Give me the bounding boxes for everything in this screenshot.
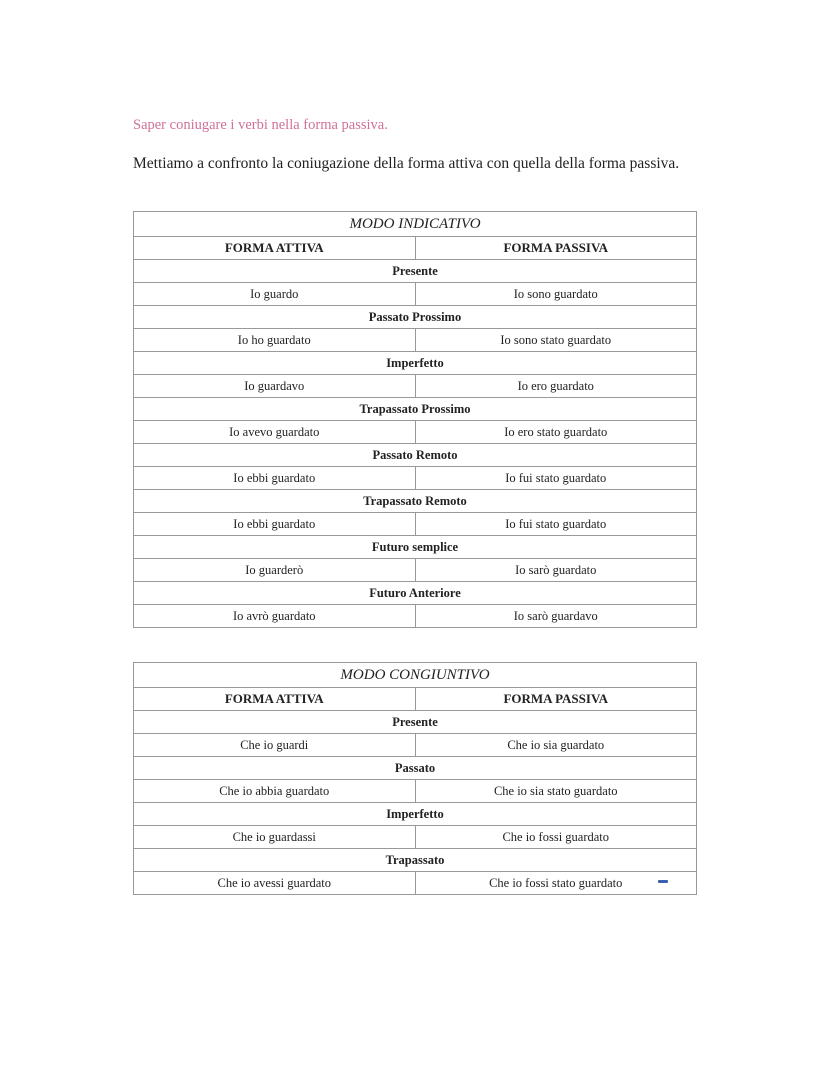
table-row (134, 872, 697, 895)
tense-row (134, 260, 697, 283)
table-title-row (134, 212, 697, 237)
active-form: Io ho guardato (134, 329, 416, 352)
passive-form: Io sono stato guardato (415, 329, 697, 352)
passive-form: Io fui stato guardato (415, 467, 697, 490)
table-row (134, 513, 697, 536)
tense-label: Imperfetto (134, 803, 697, 826)
table-row (134, 559, 697, 582)
tense-label: Presente (134, 711, 697, 734)
table-row (134, 734, 697, 757)
active-form: Io guardavo (134, 375, 416, 398)
tense-label: Trapassato Remoto (134, 490, 697, 513)
passive-form: Io ero guardato (415, 375, 697, 398)
tense-label: Presente (134, 260, 697, 283)
table-row (134, 780, 697, 803)
column-header-active: FORMA ATTIVA (134, 688, 416, 711)
passive-form: Io sono guardato (415, 283, 697, 306)
passive-form: Che io fossi guardato (415, 826, 697, 849)
pen-mark (658, 880, 668, 883)
active-form: Che io avessi guardato (134, 872, 416, 895)
tense-row (134, 803, 697, 826)
tense-row (134, 849, 697, 872)
tense-row (134, 536, 697, 559)
tense-row (134, 306, 697, 329)
tense-label: Futuro semplice (134, 536, 697, 559)
active-form: Che io guardassi (134, 826, 416, 849)
active-form: Io avevo guardato (134, 421, 416, 444)
subjunctive-table (133, 662, 697, 895)
tense-row (134, 711, 697, 734)
table-row (134, 421, 697, 444)
table-title-row (134, 663, 697, 688)
tense-label: Futuro Anteriore (134, 582, 697, 605)
subtitle: Saper coniugare i verbi nella forma passiva. (133, 117, 388, 133)
table-header-row (134, 237, 697, 260)
active-form: Io guardo (134, 283, 416, 306)
tense-row (134, 490, 697, 513)
table-row (134, 605, 697, 628)
tense-row (134, 757, 697, 780)
column-header-passive: FORMA PASSIVA (415, 237, 697, 260)
table-title: MODO INDICATIVO (134, 212, 697, 237)
tense-row (134, 582, 697, 605)
passive-form: Che io sia guardato (415, 734, 697, 757)
table-row (134, 329, 697, 352)
tense-label: Imperfetto (134, 352, 697, 375)
column-header-passive: FORMA PASSIVA (415, 688, 697, 711)
passive-form: Che io sia stato guardato (415, 780, 697, 803)
column-header-active: FORMA ATTIVA (134, 237, 416, 260)
tense-label: Passato (134, 757, 697, 780)
active-form: Io avrò guardato (134, 605, 416, 628)
table-row (134, 283, 697, 306)
tense-label: Trapassato Prossimo (134, 398, 697, 421)
passive-form: Io ero stato guardato (415, 421, 697, 444)
active-form: Che io abbia guardato (134, 780, 416, 803)
tense-label: Passato Prossimo (134, 306, 697, 329)
tense-label: Passato Remoto (134, 444, 697, 467)
active-form: Che io guardi (134, 734, 416, 757)
passive-form: Che io fossi stato guardato (415, 872, 697, 895)
passive-form: Io fui stato guardato (415, 513, 697, 536)
tense-row (134, 444, 697, 467)
active-form: Io ebbi guardato (134, 467, 416, 490)
table-row (134, 375, 697, 398)
intro-text: Mettiamo a confronto la coniugazione della forma attiva con quella della forma passiva. (133, 155, 680, 172)
table-row (134, 826, 697, 849)
table-title: MODO CONGIUNTIVO (134, 663, 697, 688)
indicative-table (133, 211, 697, 628)
table-row (134, 467, 697, 490)
active-form: Io ebbi guardato (134, 513, 416, 536)
passive-form: Io sarò guardato (415, 559, 697, 582)
passive-form: Io sarò guardavo (415, 605, 697, 628)
tense-row (134, 352, 697, 375)
tense-label: Trapassato (134, 849, 697, 872)
active-form: Io guarderò (134, 559, 416, 582)
tense-row (134, 398, 697, 421)
table-header-row (134, 688, 697, 711)
